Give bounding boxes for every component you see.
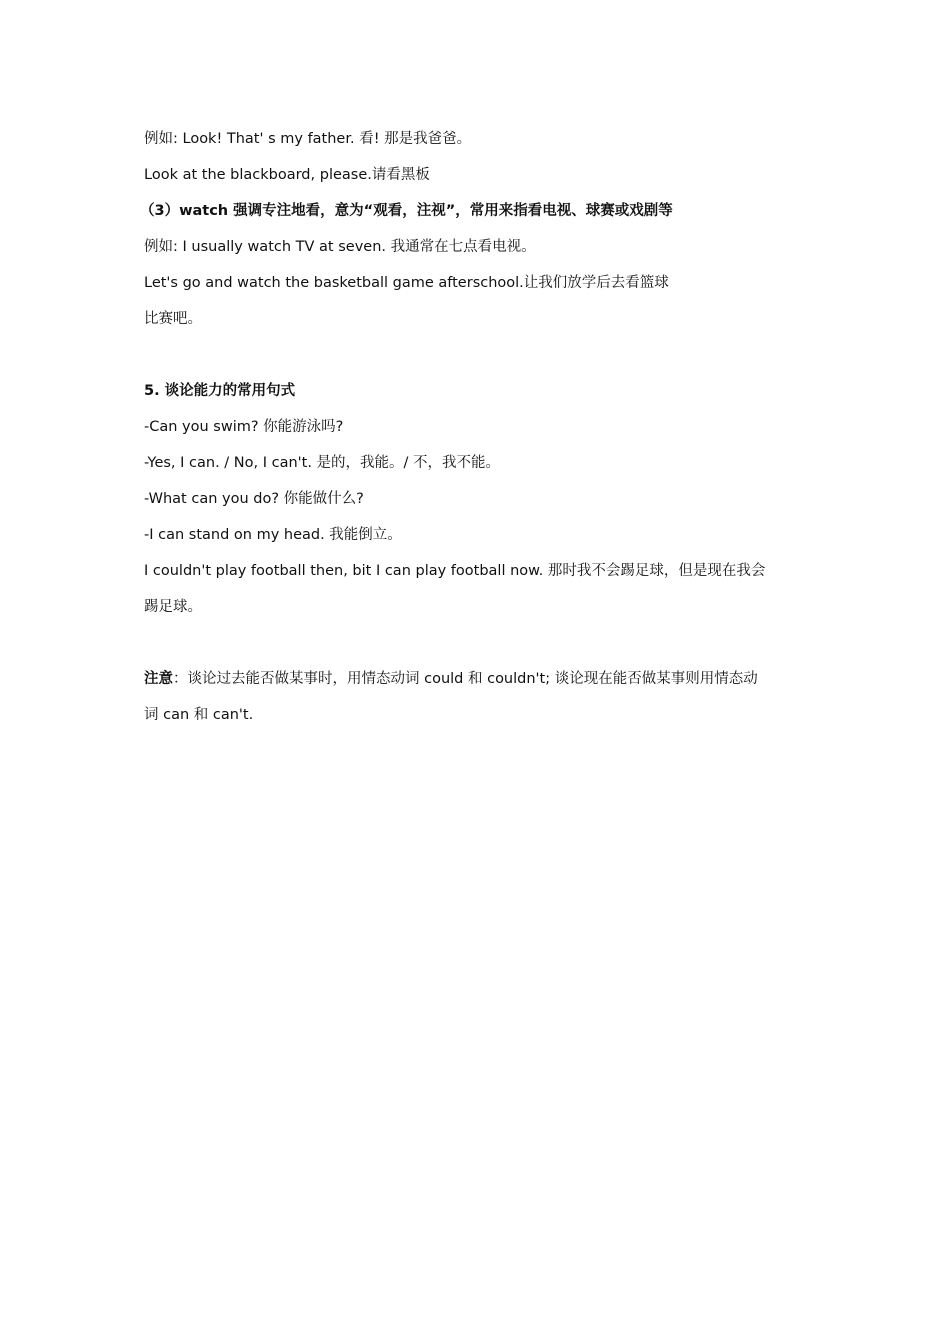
watch-heading: （3）watch 强调专注地看，意为“观看，注视”，常用来指看电视、球赛或戏剧等	[140, 203, 673, 219]
note-label: 注意	[144, 671, 173, 687]
dialog-yes-no: -Yes, I can. / No, I can't. 是的，我能。/ 不，我不能。	[144, 455, 501, 471]
example-watch-tv: 例如: I usually watch TV at seven. 我通常在七点看电视。	[144, 239, 536, 255]
example-basketball-game: Let's go and watch the basketball game afterschool.让我们放学后去看篮球	[144, 275, 669, 291]
section-5-heading: 5. 谈论能力的常用句式	[144, 383, 296, 399]
note-text: ：谈论过去能否做某事时，用情态动词 could 和 couldn't; 谈论现在能否做某事则用情态动	[173, 671, 758, 687]
note-paragraph-cont: 词 can 和 can't.	[144, 707, 254, 723]
example-football: I couldn't play football then, bit I can play football now. 那时我不会踢足球，但是现在我会	[144, 563, 766, 579]
example-look-blackboard: Look at the blackboard, please.请看黑板	[144, 167, 430, 183]
example-basketball-game-cont: 比赛吧。	[144, 311, 202, 327]
example-football-cont: 踢足球。	[144, 599, 202, 615]
dialog-can-you-swim: -Can you swim? 你能游泳吗?	[144, 419, 344, 435]
example-look-father: 例如: Look! That' s my father. 看! 那是我爸爸。	[144, 131, 472, 147]
dialog-what-can-you-do: -What can you do? 你能做什么?	[144, 491, 364, 507]
note-paragraph	[144, 669, 814, 689]
dialog-stand-on-head: -I can stand on my head. 我能倒立。	[144, 527, 402, 543]
